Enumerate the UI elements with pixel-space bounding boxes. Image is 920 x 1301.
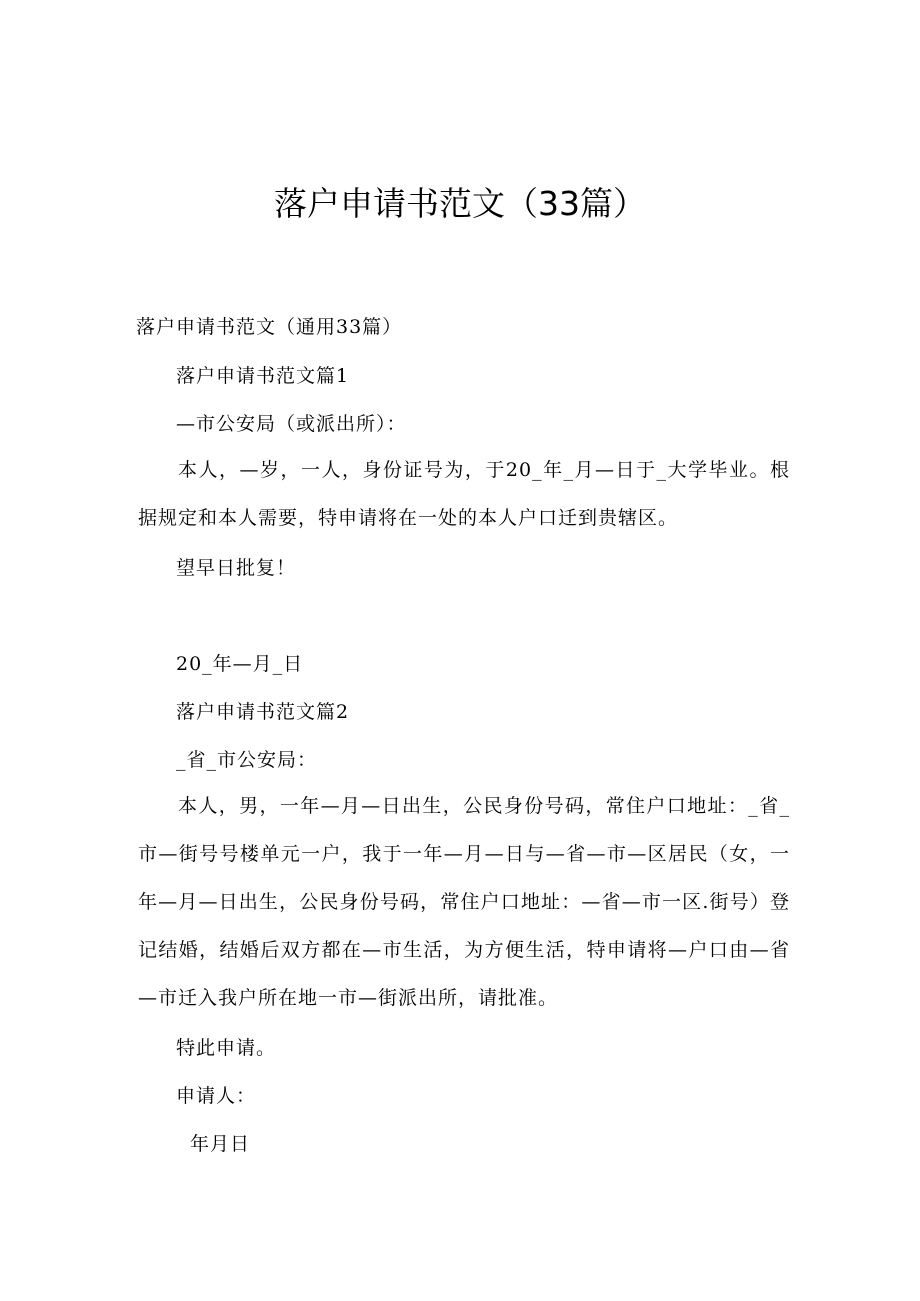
sample1-heading: 落户申请书范文篇1 <box>176 365 350 387</box>
sample2-date: 年月日 <box>190 1133 251 1155</box>
sample1-date: 20_年—月_日 <box>176 653 304 675</box>
document-title: 落户申请书范文（33篇） <box>274 184 646 224</box>
sample1-addressee: —市公安局（或派出所）： <box>176 413 407 435</box>
document-subtitle: 落户申请书范文（通用33篇） <box>136 316 403 338</box>
sample2-applicant: 申请人： <box>176 1085 257 1107</box>
sample2-addressee: _省_市公安局： <box>176 749 318 771</box>
sample1-closing: 望早日批复！ <box>176 557 297 579</box>
sample2-closing: 特此申请。 <box>176 1037 277 1059</box>
sample2-heading: 落户申请书范文篇2 <box>176 701 350 723</box>
sample1-body: 本人，—岁，一人，身份证号为，于20_年_月—日于_大学毕业。根据规定和本人需要，特申请将在一处的本人户口迁到贵辖区。 <box>138 459 790 529</box>
sample2-body: 本人，男，一年—月—日出生，公民身份号码，常住户口地址：_省_市—街号号楼单元一户，我于一年—月—日与—省—市—区居民（女，一年—月—日出生，公民身份号码，常住户口地址：—省—市一区.街号）登记结婚，结婚后双方都在—市生活，为方便生活，特申请将—户口由—省—市迁入我户所在地一市—街派出所，请批准。 <box>138 795 790 1009</box>
